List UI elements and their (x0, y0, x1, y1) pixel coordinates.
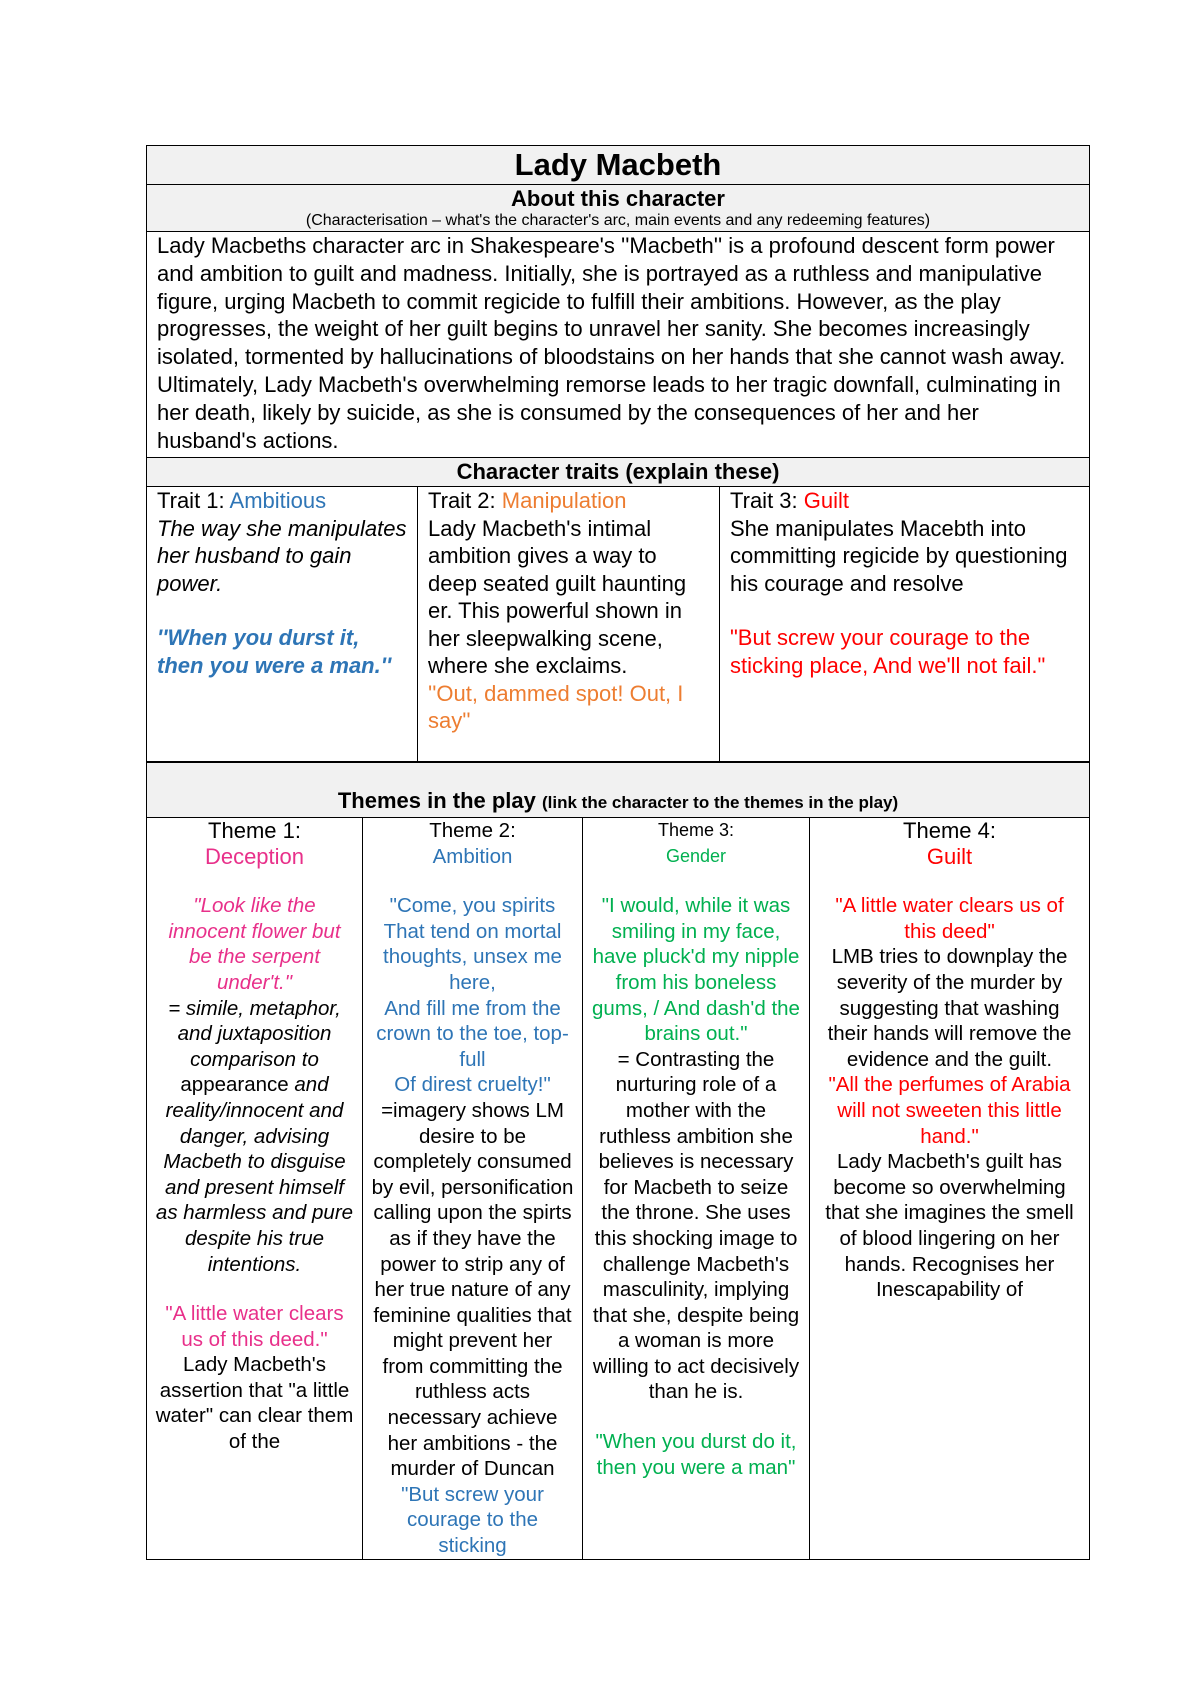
theme-1-analysis-1-word: appearance (180, 1073, 289, 1097)
about-header-cell (147, 185, 1090, 232)
theme-3-cell (583, 818, 810, 1560)
title-row (147, 146, 1090, 185)
trait-3-name: Guilt (803, 488, 850, 513)
theme-1-analysis-1-rest: and reality/innocent and danger, advising Macbeth to disguise and present himself as harmless and pure despite his true intentions. (155, 1073, 354, 1276)
theme-4-quote-2: "All the perfumes of Arabia will not sweeten this little hand." (828, 1073, 1071, 1148)
trait-1-quote: ''When you durst it, then you were a man.'' (157, 625, 392, 678)
themes-heading-note: (link the character to the themes in the play) (542, 793, 899, 812)
themes-row (147, 818, 1090, 1560)
theme-1-quote-1: "Look like the innocent flower but be the serpent under't." (168, 894, 341, 994)
character-table (146, 145, 1090, 1560)
themes-header-cell (147, 763, 1090, 818)
theme-2-analysis-1: =imagery shows LM desire to be completely consumed by evil, personification calling upon the spirts as if they have the power to strip any of her true nature of any feminine qualities that might prevent her from committing the ruthless acts necessary achieve her ambitions - the murder of Duncan (371, 1098, 574, 1481)
trait-2-cell (418, 487, 720, 762)
traits-row (147, 487, 1090, 762)
theme-3-label: Theme 3: (657, 820, 735, 840)
trait-3-quote: "But screw your courage to the sticking place, And we'll not fail." (730, 625, 1046, 678)
trait-1-explanation: The way she manipulates her husband to gain power. (157, 515, 407, 596)
trait-2-explanation: Lady Macbeth's intimal ambition gives a way to deep seated guilt haunting er. This powerful shown in her sleepwalking scene, where she exclaims. (428, 515, 687, 678)
trait-3-label: Trait 3: (730, 488, 804, 513)
theme-4-cell (810, 818, 1090, 1560)
about-heading: About this character (511, 186, 725, 211)
theme-2-cell (363, 818, 583, 1560)
theme-3-analysis-1: = Contrasting the nurturing role of a mother with the ruthless ambition she believes is necessary for Macbeth to seize the throne. She uses this shocking image to challenge Macbeth's masculinity, implying that she, despite being a woman is more willing to act decisively than he is. (592, 1047, 800, 1404)
theme-2-quote-2: "But screw your courage to the sticking (401, 1482, 544, 1558)
trait-2-name: Manipulation (501, 488, 627, 513)
theme-1-analysis-1 (155, 996, 354, 1278)
theme-1-quote-2: "A little water clears us of this deed." (165, 1302, 344, 1351)
theme-3-name: Gender (665, 845, 727, 866)
themes-heading: Themes in the play (337, 788, 536, 813)
theme-1-cell (147, 818, 363, 1560)
page-title: Lady Macbeth (147, 146, 1090, 185)
theme-2-quote-1b: And fill me from the crown to the toe, top-full (376, 996, 569, 1071)
trait-1-label: Trait 1: (157, 488, 230, 513)
theme-4-analysis-2: Lady Macbeth's guilt has become so overwhelming that she imagines the smell of blood lingering on her hands. Recognises her Inescapability of (825, 1150, 1074, 1302)
theme-2-quote-1c: Of direst cruelty!" (394, 1073, 551, 1097)
about-header-row (147, 185, 1090, 232)
trait-2-label: Trait 2: (428, 488, 502, 513)
trait-2-quote: ''Out, dammed spot! Out, I say'' (428, 680, 684, 733)
theme-4-quote-1: "A little water clears us of this deed" (835, 894, 1064, 943)
trait-1-cell (147, 487, 418, 762)
theme-4-analysis-1: LMB tries to downplay the severity of the murder by suggesting that washing their hands will remove the evidence and the guilt. (827, 945, 1072, 1071)
character-sheet (146, 145, 1089, 1560)
theme-2-label: Theme 2: (429, 819, 516, 842)
trait-3-cell (720, 487, 1090, 762)
theme-1-label: Theme 1: (208, 818, 301, 843)
traits-heading: Character traits (explain these) (147, 458, 1090, 487)
about-body: Lady Macbeths character arc in Shakespeare's ''Macbeth'' is a profound descent form power and ambition to guilt and madness. Initially, she is portrayed as a ruthless and manipulative figure, urging Macbeth to commit regicide to fulfill their ambitions. However, as the play progresses, the weight of her guilt begins to unravel her sanity. She becomes increasingly isolated, tormented by hallucinations of bloodstains on her hands that she cannot wash away. Ultimately, Lady Macbeth's overwhelming remorse leads to her tragic downfall, culminating in her death, likely by suicide, as she is consumed by the consequences of her and her husband's actions. (147, 232, 1090, 458)
theme-1-name: Deception (204, 843, 305, 869)
theme-1-analysis-2: Lady Macbeth's assertion that "a little water" can clear them of the (155, 1353, 354, 1454)
traits-header-row (147, 458, 1090, 487)
theme-3-quote-2: "When you durst do it, then you were a man" (595, 1430, 797, 1479)
theme-3-quote-1: "I would, while it was smiling in my face, have pluck'd my nipple from his boneless gums, / And dash'd the brains out." (592, 894, 800, 1046)
theme-2-quote-1: "Come, you spirits That tend on mortal thoughts, unsex me here, (383, 894, 562, 994)
trait-1-name: Ambitious (229, 488, 327, 513)
theme-4-label: Theme 4: (903, 818, 996, 843)
about-subheading: (Characterisation – what's the character's arc, main events and any redeeming features) (305, 212, 931, 229)
themes-header-row (147, 763, 1090, 818)
theme-1-analysis-1-text: = simile, metaphor, and juxtaposition comparison to (168, 996, 341, 1071)
theme-4-name: Guilt (926, 843, 973, 869)
theme-2-name: Ambition (432, 844, 513, 868)
trait-3-explanation: She manipulates Macebth into committing regicide by questioning his courage and resolve (730, 515, 1068, 596)
about-body-row (147, 232, 1090, 458)
